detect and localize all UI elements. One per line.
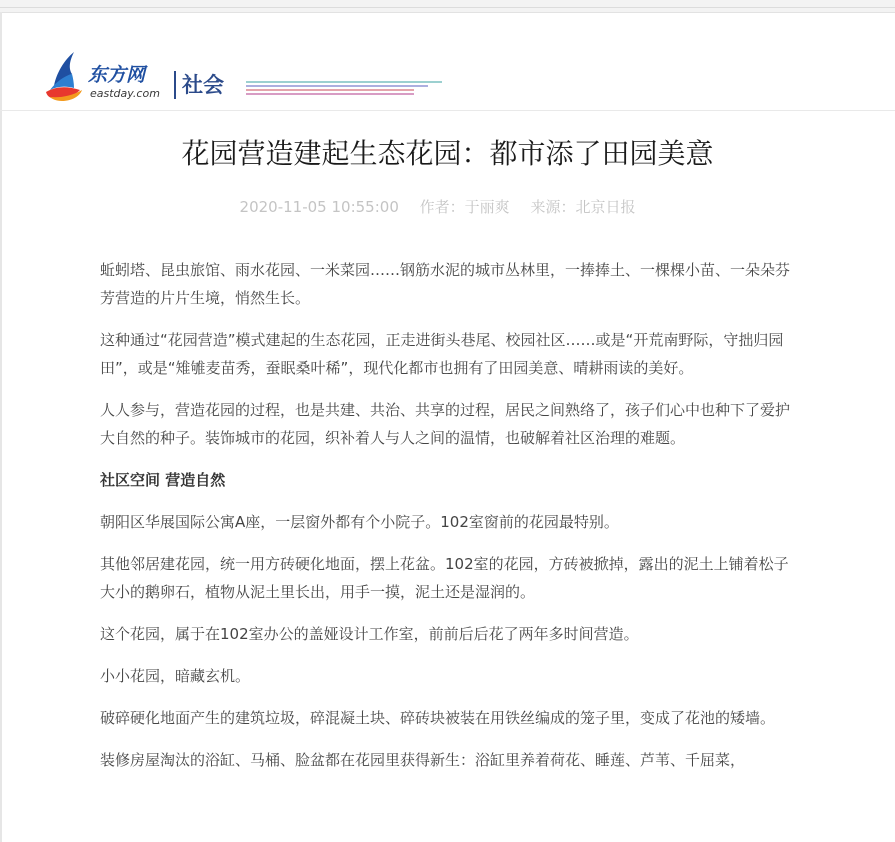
section-name[interactable]: 社会 (182, 73, 224, 97)
browser-top-bar (0, 0, 895, 13)
paragraph: 其他邻居建花园，统一用方砖硬化地面，摆上花盆。102室的花园，方砖被掀掉，露出的泥土上铺着松子大小的鹅卵石，植物从泥土里长出，用手一摸，泥土还是湿润的。 (100, 555, 789, 601)
paragraph: 破碎硬化地面产生的建筑垃圾，碎混凝土块、碎砖块被装在用铁丝编成的笼子里，变成了花池的矮墙。 (100, 709, 776, 727)
article-source: 来源：北京日报 (530, 198, 636, 216)
paragraph: 装修房屋淘汰的浴缸、马桶、脸盆都在花园里获得新生：浴缸里养着荷花、睡莲、芦苇、千屈菜， (100, 751, 746, 769)
logo-divider (174, 71, 176, 99)
section-subheading: 社区空间 营造自然 (100, 471, 226, 489)
paragraph: 朝阳区华展国际公寓A座，一层窗外都有个小院子。102室窗前的花园最特别。 (100, 513, 619, 531)
paragraph: 这种通过“花园营造”模式建起的生态花园，正走进街头巷尾、校园社区……或是“开荒南野际，守拙归园田”，或是“雉雊麦苗秀，蚕眠桑叶稀”，现代化都市也拥有了田园美意、晴耕雨读的美好。 (100, 331, 784, 377)
eastday-logo-icon[interactable] (44, 50, 86, 102)
decorative-lines (246, 80, 446, 96)
logo-url[interactable]: eastday.com (90, 87, 160, 100)
paragraph: 小小花园，暗藏玄机。 (100, 667, 251, 685)
article-meta (0, 197, 875, 217)
paragraph: 人人参与，营造花园的过程，也是共建、共治、共享的过程，居民之间熟络了，孩子们心中也种下了爱护大自然的种子。装饰城市的花园，织补着人与人之间的温情，也破解着社区治理的难题。 (100, 401, 791, 447)
logo-name[interactable]: 东方网 (88, 64, 146, 86)
article-title: 花园营造建起生态花园：都市添了田园美意 (181, 137, 714, 170)
article-body (100, 256, 800, 788)
article-author: 作者：于丽爽 (419, 198, 510, 216)
article-datetime: 2020-11-05 10:55:00 (239, 198, 399, 216)
site-header (0, 40, 895, 111)
paragraph: 这个花园，属于在102室办公的盖娅设计工作室，前前后后花了两年多时间营造。 (100, 625, 639, 643)
paragraph: 蚯蚓塔、昆虫旅馆、雨水花园、一米菜园……钢筋水泥的城市丛林里，一捧捧土、一棵棵小苗、一朵朵芬芳营造的片片生境，悄然生长。 (100, 261, 791, 307)
